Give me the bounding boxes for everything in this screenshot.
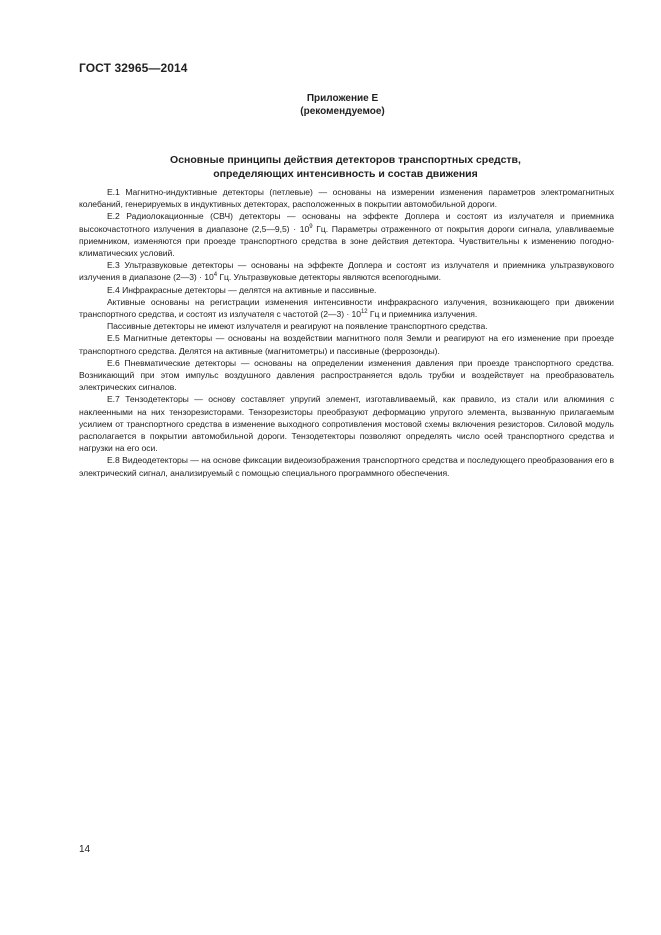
paragraph-e5: Е.5 Магнитные детекторы — основаны на воздействии магнитного поля Земли и реагируют на его изменение при проезде транспортного средства. Делятся на активные (магнитометры) и пассивные (феррозонды). [79, 333, 614, 356]
body-text [79, 186, 614, 479]
paragraph-active-text-cont: Гц и приемника излучения. [367, 309, 478, 320]
page-number: 14 [79, 844, 91, 855]
paragraph-active [79, 296, 614, 320]
exponent: 9 [309, 223, 313, 230]
section-title-line-1: Основные принципы действия детекторов транспортных средств, [170, 154, 521, 166]
standard-code: ГОСТ 32965—2014 [79, 61, 188, 75]
paragraph-active-text: Активные основаны на регистрации изменения интенсивности инфракрасного излучения, возникающего при движении транспортного средства, и состоят из излучателя с частотой (2—3) · 10 [79, 296, 614, 320]
exponent: 4 [213, 272, 217, 279]
paragraph-e3-text: Е.3 Ультразвуковые детекторы — основаны на эффекте Доплера и состоят из излучателя и приемника ультразвукового излучения в диапазоне (2—3) · 10 [79, 260, 614, 283]
paragraph-e3-text-cont: Гц. Ультразвуковые детекторы являются всепогодными. [217, 272, 442, 283]
paragraph-e3 [79, 259, 614, 283]
paragraph-e1: Е.1 Магнитно-индуктивные детекторы (петлевые) — основаны на измерении изменения параметров электромагнитных колебаний, генерируемых в индуктивных детекторах, расположенных в покрытии автомобильной дороги. [79, 187, 614, 210]
section-title-line-2: определяющих интенсивность и состав движения [213, 168, 478, 180]
paragraph-passive: Пассивные детекторы не имеют излучателя и реагируют на появление транспортного средства. [107, 321, 488, 332]
paragraph-e8: Е.8 Видеодетекторы — на основе фиксации видеоизображения транспортного средства и последующего преобразования его в электрический сигнал, анализируемый с помощью специального программного обеспечения. [79, 455, 614, 478]
paragraph-e7: Е.7 Тензодетекторы — основу составляет упругий элемент, изготавливаемый, как правило, из стали или алюминия с наклеенными на них тензорезисторами. Тензорезисторы преобразуют деформацию упругого элемента, вызванную прилагаемым усилием от транспортного средства в изменение выходного сопротивления мостовой схемы включения резисторов. Силовой модуль располагается в покрытии автомобильной дороги. Тензодетекторы позволяют определять число осей транспортного средства и нагрузки на его оси. [79, 394, 614, 454]
annex-heading [0, 92, 661, 118]
section-title [0, 153, 661, 181]
paragraph-e4: Е.4 Инфракрасные детекторы — делятся на активные и пассивные. [107, 284, 377, 295]
exponent: 12 [360, 309, 368, 316]
paragraph-e2 [79, 210, 614, 259]
paragraph-e2-text: Е.2 Радиолокационные (СВЧ) детекторы — основаны на эффекте Доплера и состоят из излучателя и приемника высокочастотного излучения в диапазоне (2,5—9,5) · 10 [79, 211, 614, 234]
annex-title: Приложение Е [306, 93, 379, 104]
paragraph-e6: Е.6 Пневматические детекторы — основаны на определении изменения давления при проезде транспортного средства. Возникающий при этом импульс воздушного давления распространяется вдоль трубки и воздействует на преобразователь электрических сигналов. [79, 357, 614, 393]
annex-status: (рекомендуемое) [300, 106, 385, 117]
paragraph-e2-text-cont: Гц. Параметры отраженного от покрытия дороги сигнала, улавливаемые приемником, изменяются при проезде транспортного средства в зоне действия детектора. Чувствительны к изменению погодно-климатических условий. [79, 223, 614, 259]
